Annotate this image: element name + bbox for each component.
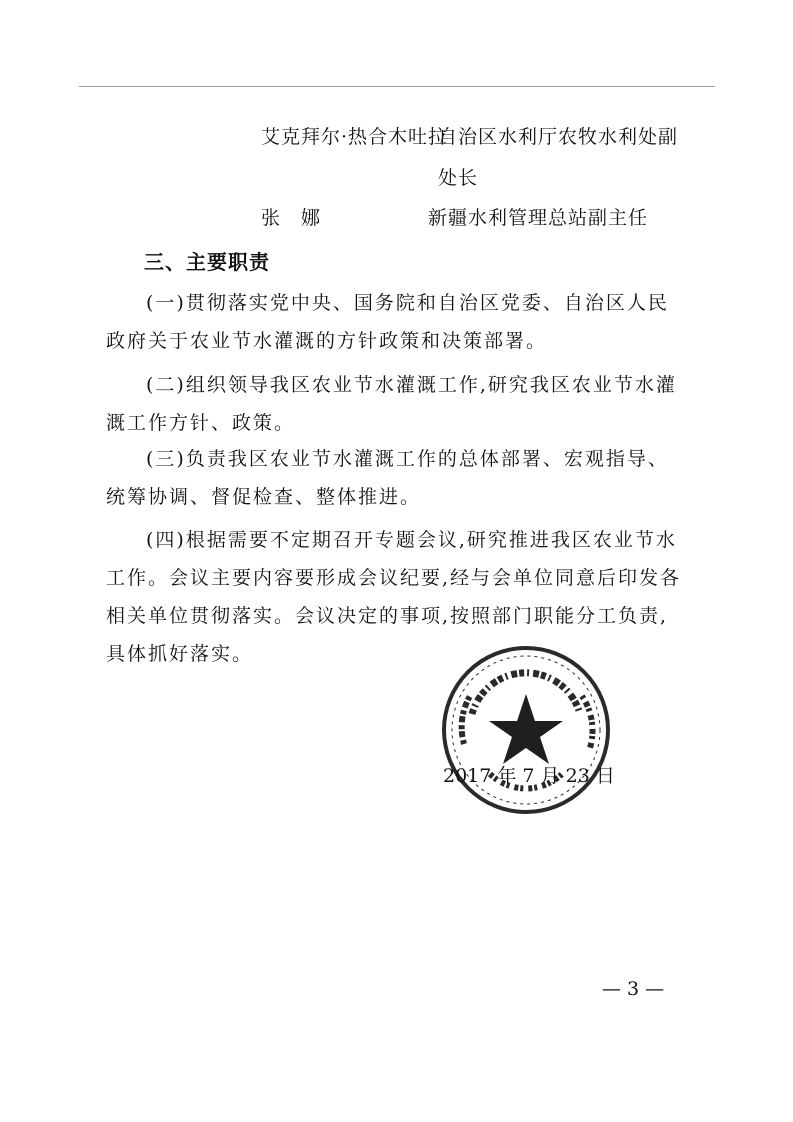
duty-paragraph-3: (三)负责我区农业节水灌溉工作的总体部署、宏观指导、统筹协调、督促检查、整体推进。 <box>106 448 669 508</box>
duty-paragraph-2: (二)组织领导我区农业节水灌溉工作,研究我区农业节水灌溉工作方针、政策。 <box>106 374 677 434</box>
member-title: 自治区水利厅农牧水利处副 <box>438 126 679 148</box>
member-title-continued: 处长 <box>438 167 479 189</box>
document-date: 2017 年 7 月 23 日 <box>443 765 615 787</box>
header-rule <box>79 86 715 87</box>
star-icon <box>489 694 563 764</box>
page-number: — 3 — <box>602 978 665 1000</box>
duty-paragraph-4: (四)根据需要不定期召开专题会议,研究推进我区农业节水工作。会议主要内容要形成会议纪要,经与会单位同意后印发各相关单位贯彻落实。会议决定的事项,按照部门职能分工负责,具体抓好落实。 <box>106 529 682 665</box>
duty-paragraph-1: (一)贯彻落实党中央、国务院和自治区党委、自治区人民政府关于农业节水灌溉的方针政策和决策部署。 <box>106 292 669 352</box>
member-name: 艾克拜尔·热合木吐拉 <box>261 126 449 148</box>
member-name: 张 娜 <box>261 207 322 229</box>
section-heading: 三、主要职责 <box>144 250 270 274</box>
member-title: 新疆水利管理总站副主任 <box>428 207 649 229</box>
official-seal <box>440 644 612 816</box>
